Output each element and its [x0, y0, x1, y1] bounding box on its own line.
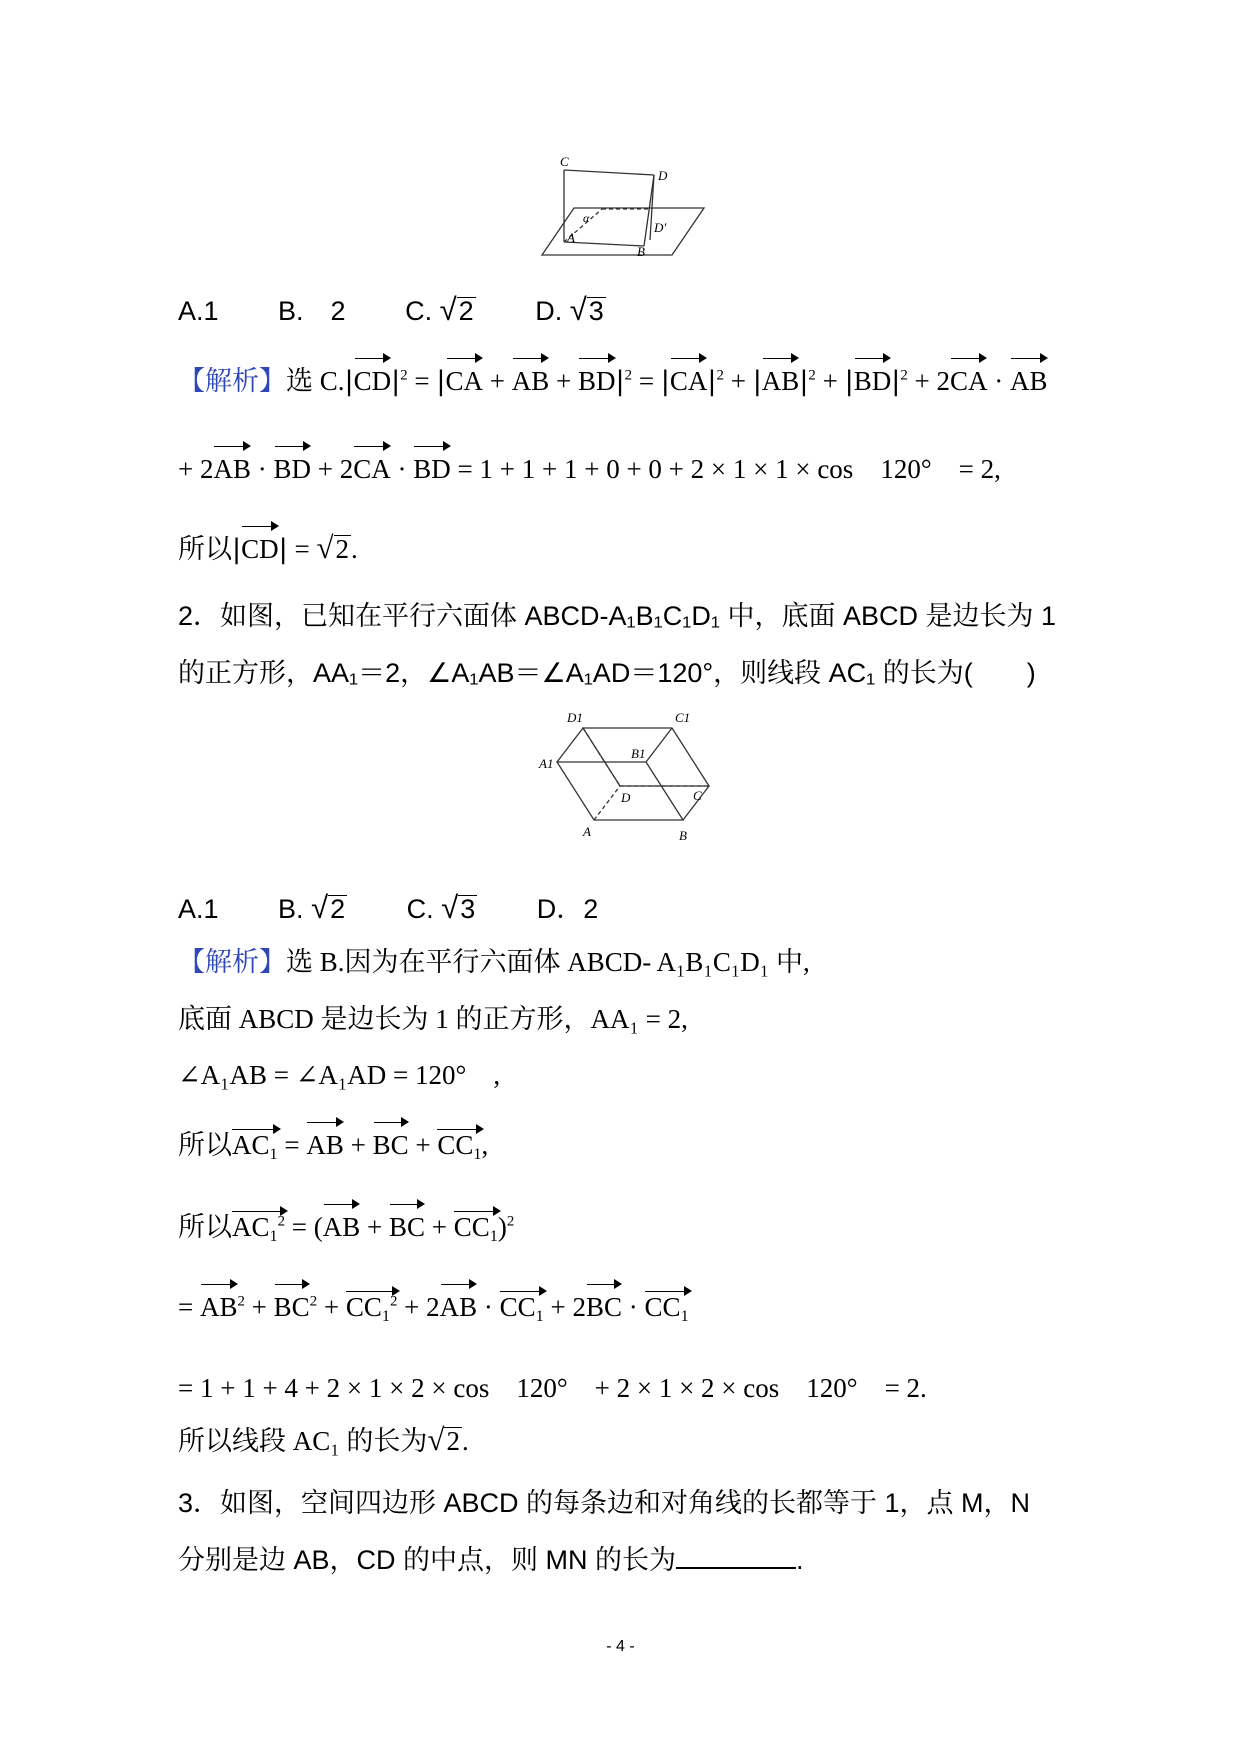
q3-answer-blank [676, 1545, 796, 1569]
fig2-label-d1: D1 [567, 710, 583, 725]
fig2-label-c: C [693, 788, 702, 803]
q1-analysis-line1: 【解析】选 $C.|CD|^2 = |CA$ + AB + $BD|^2 = |CA|^2 + |AB|^2 + |BD|^2 + 2CA$ · AB [178, 354, 1048, 402]
fig2-label-b: B [679, 828, 687, 843]
fig1-label-alpha: α [583, 211, 590, 225]
fig1-label-d-prime: D′ [654, 220, 667, 235]
figure-plane-diagram [540, 150, 710, 260]
q1-options [178, 290, 658, 331]
fig1-label-c: C [560, 154, 569, 169]
fig1-label-d: D [658, 168, 668, 183]
fig2-label-b1: B1 [631, 746, 646, 761]
q1-option-b: B. 2 [278, 296, 346, 326]
q2-analysis-line6: = $AB^2 + BC^2 + CC_1^2 + 2AB \cdot CC_1 + 2BC \cdot CC_1$ [178, 1280, 689, 1327]
q1-analysis-line3: 所以|CD| = √2. [178, 522, 358, 570]
q2-analysis-line5: 所以$AC_1^2 = (AB$ + BC + $CC_1)^2$ [178, 1200, 514, 1247]
q2-option-b: B. √2 [278, 890, 346, 925]
q2-analysis-line8: 所以线段 AC₁ 的长为√2. [178, 1422, 469, 1457]
q2-option-d: D．2 [536, 894, 599, 924]
fig2-label-d: D [621, 790, 631, 805]
q1-analysis-line2: + 2AB · BD + 2CA · BD = 1 + 1 + 1 + 0 + 0 + 2 × 1 × 1 × cos 120° = 2, [178, 442, 1001, 489]
q2-options [178, 888, 650, 929]
page-number: - 4 - [606, 1638, 635, 1655]
q2-option-c: C. √3 [406, 890, 476, 925]
q2-analysis-line3: ∠A₁AB = ∠A₁AD = 120° , [178, 1060, 501, 1090]
q2-analysis-line1: 【解析】选 B.因为在平行六面体 ABCD- A₁B₁C₁D₁ 中, [178, 947, 810, 977]
q1-option-a: A.1 [178, 296, 219, 326]
q1-analysis-tag: 【解析】 [178, 366, 286, 396]
q2-option-a: A.1 [178, 894, 219, 924]
q1-option-c: C. √2 [405, 292, 474, 327]
fig1-label-b: B [637, 244, 645, 259]
q2-analysis-line4: 所以$AC_1$ = AB + BC + $CC_1$, [178, 1118, 488, 1165]
q2-analysis-line2: 底面 ABCD 是边长为 1 的正方形，AA₁ = 2, [178, 1004, 688, 1034]
q3-stem-line2: 分别是边 AB，CD 的中点，则 MN 的长为 . [178, 1545, 804, 1575]
q1-option-d: D. √3 [535, 292, 604, 327]
figure-parallelepiped-diagram [535, 706, 715, 864]
q2-stem-line2: 的正方形，AA₁＝2，∠A₁AB＝∠A₁AD＝120°，则线段 AC₁ 的长为( ) [178, 658, 1036, 688]
fig2-label-a: A [583, 824, 591, 839]
q2-analysis-line7: = 1 + 1 + 4 + 2 × 1 × 2 × cos 120° + 2 × 1 × 2 × cos 120° = 2. [178, 1373, 927, 1403]
q2-analysis-tag: 【解析】 [178, 947, 286, 977]
q3-stem-line1: 3．如图，空间四边形 ABCD 的每条边和对角线的长都等于 1，点 M，N [178, 1488, 1031, 1518]
fig2-label-c1: C1 [675, 710, 691, 725]
fig1-label-a: A [567, 230, 575, 245]
q2-stem-line1: 2．如图，已知在平行六面体 ABCD-A₁B₁C₁D₁ 中，底面 ABCD 是边长为 1 [178, 601, 1057, 631]
fig2-label-a1: A1 [539, 756, 554, 771]
